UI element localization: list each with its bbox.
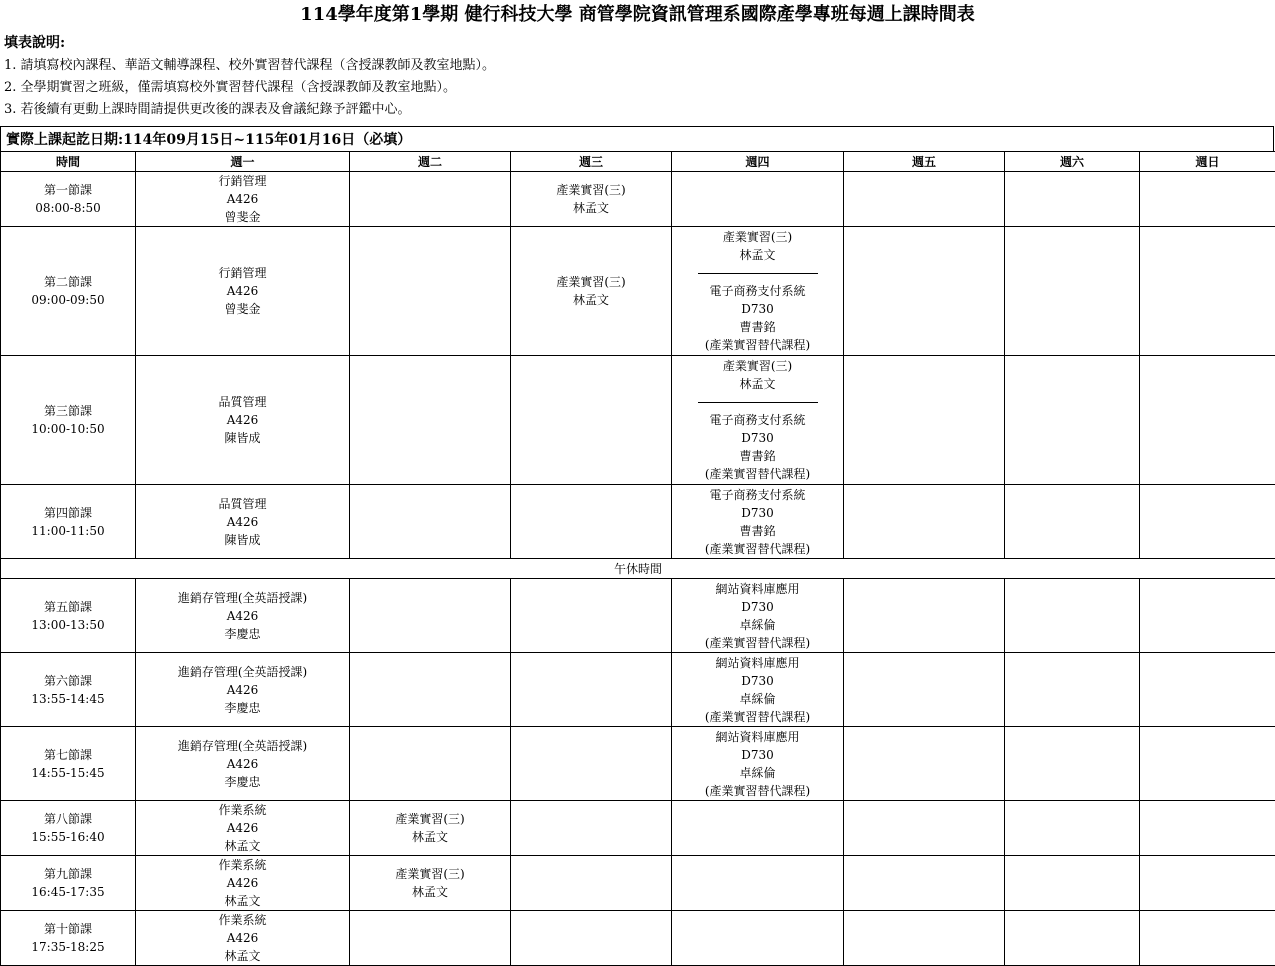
course-cell (511, 172, 672, 227)
course-cell (672, 485, 844, 559)
course-name: 行銷管理 (218, 174, 267, 188)
header-tue: 週二 (350, 152, 511, 172)
empty-cell (350, 227, 511, 356)
empty-cell (844, 485, 1005, 559)
course-teacher: 林孟文 (739, 377, 776, 391)
header-thu: 週四 (672, 152, 844, 172)
period-time: 13:00-13:50 (31, 617, 105, 632)
empty-cell (1005, 485, 1140, 559)
lunch-label: 午休時間 (1, 559, 1275, 579)
empty-cell (1140, 227, 1275, 356)
empty-cell (511, 356, 672, 485)
empty-cell (1005, 911, 1140, 966)
course-teacher: 林孟文 (572, 201, 609, 215)
empty-cell (1005, 801, 1140, 856)
header-time: 時間 (1, 152, 136, 172)
period-cell (1, 801, 136, 856)
course-name: 品質管理 (218, 496, 267, 511)
empty-cell (844, 227, 1005, 356)
header-row (1, 152, 1275, 172)
course-room: D730 (741, 505, 774, 520)
empty-cell (1005, 653, 1140, 727)
period-name: 第三節課 (43, 404, 92, 418)
course-teacher: 曾斐金 (224, 210, 261, 224)
empty-cell (1140, 653, 1275, 727)
course-cell (136, 911, 350, 966)
table-row (1, 856, 1275, 911)
empty-cell (844, 172, 1005, 227)
course-teacher: 林孟文 (224, 949, 261, 963)
empty-cell (1140, 911, 1275, 966)
course-teacher: 曹書銘 (739, 320, 776, 334)
course-cell (511, 227, 672, 356)
period-cell (1, 227, 136, 356)
table-row (1, 653, 1275, 727)
empty-cell (350, 579, 511, 653)
empty-cell (844, 356, 1005, 485)
course-note: (產業實習替代課程) (704, 783, 811, 798)
header-fri: 週五 (844, 152, 1005, 172)
course-teacher: 林孟文 (411, 885, 448, 899)
period-time: 16:45-17:35 (31, 885, 105, 899)
table-row (1, 579, 1275, 653)
course-teacher: 曹書銘 (739, 449, 776, 463)
empty-cell (1140, 356, 1275, 485)
course-room: A426 (226, 514, 259, 529)
empty-cell (1140, 727, 1275, 801)
lunch-row (1, 559, 1275, 579)
course-name: 電子商務支付系統 (709, 413, 806, 427)
period-name: 第八節課 (43, 812, 92, 826)
empty-cell (672, 856, 844, 911)
course-cell (136, 227, 350, 356)
course-room: A426 (226, 284, 259, 298)
empty-cell (844, 653, 1005, 727)
period-cell (1, 579, 136, 653)
timetable (0, 151, 1275, 966)
empty-cell (672, 911, 844, 966)
course-note: (產業實習替代課程) (704, 541, 811, 556)
course-name: 產業實習(三) (395, 812, 465, 826)
course-cell (672, 227, 844, 356)
course-room: A426 (226, 756, 259, 771)
header-wed: 週三 (511, 152, 672, 172)
course-cell (136, 579, 350, 653)
course-cell (350, 801, 511, 856)
period-cell (1, 356, 136, 485)
course-name: 進銷存管理(全英語授課) (177, 590, 308, 605)
course-cell (136, 653, 350, 727)
period-cell (1, 911, 136, 966)
course-teacher: 曾斐金 (224, 302, 261, 316)
course-teacher: 李慶忠 (224, 774, 261, 789)
empty-cell (511, 727, 672, 801)
note-item: 2. 全學期實習之班級，僅需填寫校外實習替代課程（含授課教師及教室地點）。 (4, 80, 457, 95)
course-teacher: 林孟文 (224, 894, 261, 908)
note-item: 3. 若後續有更動上課時間請提供更改後的課表及會議紀錄予評鑑中心。 (4, 102, 411, 117)
course-name: 產業實習(三) (395, 867, 465, 881)
course-name: 產業實習(三) (722, 359, 793, 373)
empty-cell (1140, 485, 1275, 559)
empty-cell (672, 801, 844, 856)
table-row (1, 227, 1275, 356)
course-name: 電子商務支付系統 (709, 487, 806, 502)
empty-cell (672, 172, 844, 227)
page-title: 114學年度第1學期 健行科技大學 商管學院資訊管理系國際產學專班每週上課時間表 (300, 4, 975, 25)
course-name: 行銷管理 (218, 266, 267, 280)
period-name: 第六節課 (43, 673, 92, 688)
period-name: 第五節課 (43, 599, 92, 614)
course-teacher: 卓綵倫 (739, 617, 776, 632)
course-teacher: 林孟文 (739, 248, 776, 262)
course-room: A426 (226, 413, 259, 427)
course-teacher: 林孟文 (411, 830, 448, 844)
course-cell (672, 356, 844, 485)
empty-cell (844, 579, 1005, 653)
course-room: D730 (741, 599, 774, 614)
empty-cell (1005, 172, 1140, 227)
table-row (1, 727, 1275, 801)
empty-cell (511, 653, 672, 727)
period-name: 第一節課 (43, 183, 92, 197)
course-cell (672, 727, 844, 801)
header-sat: 週六 (1005, 152, 1140, 172)
date-range: 實際上課起訖日期:114年09月15日~115年01月16日（必填） (0, 126, 1274, 151)
course-cell (136, 356, 350, 485)
course-cell (350, 856, 511, 911)
empty-cell (350, 172, 511, 227)
course-room: A426 (226, 192, 259, 206)
course-teacher: 李慶忠 (224, 626, 261, 641)
period-time: 13:55-14:45 (31, 691, 105, 706)
period-time: 11:00-11:50 (31, 523, 105, 538)
empty-cell (1005, 727, 1140, 801)
period-name: 第九節課 (43, 867, 92, 881)
course-name: 電子商務支付系統 (709, 284, 806, 298)
empty-cell (1140, 172, 1275, 227)
course-room: D730 (741, 673, 774, 688)
course-name: 進銷存管理(全英語授課) (177, 738, 308, 753)
empty-cell (1005, 356, 1140, 485)
course-note: (產業實習替代課程) (704, 338, 811, 352)
course-teacher: 陳皆成 (224, 532, 261, 547)
header-sun: 週日 (1140, 152, 1275, 172)
table-row (1, 801, 1275, 856)
course-room: A426 (226, 876, 259, 890)
period-time: 15:55-16:40 (31, 830, 105, 844)
empty-cell (1140, 856, 1275, 911)
course-cell (136, 485, 350, 559)
empty-cell (844, 727, 1005, 801)
empty-cell (350, 356, 511, 485)
empty-cell (511, 856, 672, 911)
empty-cell (844, 911, 1005, 966)
course-cell (136, 172, 350, 227)
course-name: 作業系統 (218, 858, 267, 872)
period-name: 第七節課 (43, 747, 92, 762)
course-cell (136, 801, 350, 856)
course-name: 產業實習(三) (556, 275, 626, 289)
table-row (1, 911, 1275, 966)
period-cell (1, 485, 136, 559)
empty-cell (1005, 856, 1140, 911)
course-name: 產業實習(三) (556, 183, 626, 197)
table-row (1, 485, 1275, 559)
course-name: 品質管理 (218, 395, 267, 409)
course-teacher: 曹書銘 (739, 523, 776, 538)
period-time: 08:00-8:50 (35, 201, 101, 215)
period-name: 第十節課 (43, 922, 92, 936)
course-cell (136, 856, 350, 911)
course-teacher: 卓綵倫 (739, 765, 776, 780)
course-cell (672, 579, 844, 653)
period-cell (1, 653, 136, 727)
course-name: 網站資料庫應用 (715, 655, 800, 670)
course-teacher: 陳皆成 (224, 431, 261, 445)
empty-cell (350, 653, 511, 727)
course-name: 作業系統 (218, 913, 267, 927)
table-row (1, 172, 1275, 227)
course-room: D730 (741, 431, 774, 445)
course-room: A426 (226, 608, 259, 623)
empty-cell (844, 801, 1005, 856)
course-teacher: 卓綵倫 (739, 691, 776, 706)
note-item: 1. 請填寫校內課程、華語文輔導課程、校外實習替代課程（含授課教師及教室地點）。 (4, 58, 496, 73)
course-name: 網站資料庫應用 (715, 729, 800, 744)
period-time: 10:00-10:50 (31, 422, 105, 436)
course-cell (136, 727, 350, 801)
empty-cell (511, 485, 672, 559)
empty-cell (511, 801, 672, 856)
course-room: D730 (741, 747, 774, 762)
course-note: (產業實習替代課程) (704, 467, 811, 481)
period-name: 第四節課 (43, 505, 92, 520)
period-name: 第二節課 (43, 275, 92, 289)
period-time: 14:55-15:45 (31, 765, 105, 780)
course-cell (672, 653, 844, 727)
course-teacher: 林孟文 (572, 293, 609, 307)
table-row (1, 356, 1275, 485)
period-time: 09:00-09:50 (31, 293, 105, 307)
notes-heading: 填表說明: (4, 35, 66, 51)
cell-divider (698, 273, 818, 274)
course-name: 產業實習(三) (722, 230, 793, 244)
empty-cell (1005, 579, 1140, 653)
empty-cell (1005, 227, 1140, 356)
course-note: (產業實習替代課程) (704, 635, 811, 650)
cell-divider (698, 402, 818, 403)
course-name: 作業系統 (218, 803, 267, 817)
course-name: 進銷存管理(全英語授課) (177, 664, 308, 679)
header-mon: 週一 (136, 152, 350, 172)
period-cell (1, 856, 136, 911)
course-room: A426 (226, 821, 259, 835)
course-teacher: 林孟文 (224, 839, 261, 853)
period-cell (1, 172, 136, 227)
period-time: 17:35-18:25 (31, 940, 105, 954)
course-name: 網站資料庫應用 (715, 581, 800, 596)
empty-cell (511, 579, 672, 653)
empty-cell (350, 911, 511, 966)
course-room: D730 (741, 302, 774, 316)
empty-cell (844, 856, 1005, 911)
course-note: (產業實習替代課程) (704, 709, 811, 724)
course-teacher: 李慶忠 (224, 700, 261, 715)
course-room: A426 (226, 682, 259, 697)
empty-cell (1140, 579, 1275, 653)
course-room: A426 (226, 931, 259, 945)
empty-cell (1140, 801, 1275, 856)
empty-cell (511, 911, 672, 966)
period-cell (1, 727, 136, 801)
empty-cell (350, 485, 511, 559)
empty-cell (350, 727, 511, 801)
